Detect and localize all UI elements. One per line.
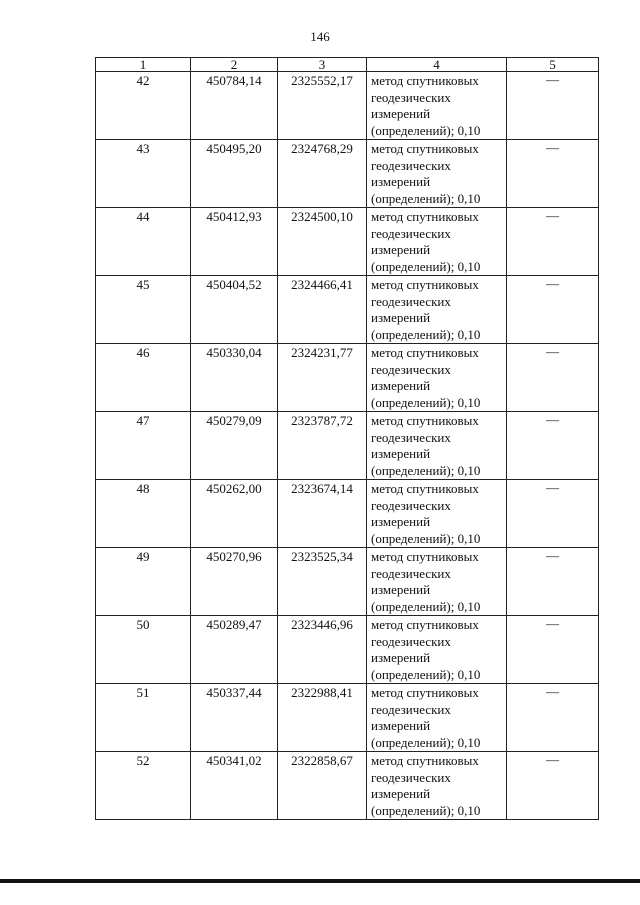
point-number: 42 [96,72,191,140]
table-row [96,344,599,412]
coordinate-x: 450495,20 [191,140,278,208]
table-row [96,480,599,548]
column-header-1: 1 [96,58,191,72]
method-text-line: геодезических [371,157,451,173]
note-dash: — [507,616,599,684]
method-text-line: геодезических [371,565,451,581]
method-text-line: геодезических [371,89,451,105]
method-text-line: метод спутниковых [371,753,479,768]
determination-method [367,684,507,752]
table-row [96,684,599,752]
point-number: 47 [96,412,191,480]
determination-method [367,140,507,208]
method-text-line: (определений); 0,10 [371,666,481,682]
coordinate-x: 450262,00 [191,480,278,548]
method-text-line: геодезических [371,293,451,309]
coordinate-x: 450270,96 [191,548,278,616]
coordinate-y: 2322858,67 [278,752,367,820]
column-header-3: 3 [278,58,367,72]
table-row [96,276,599,344]
point-number: 48 [96,480,191,548]
coordinate-x: 450330,04 [191,344,278,412]
determination-method [367,480,507,548]
method-text-line: геодезических [371,429,451,445]
method-text-line: метод спутниковых [371,345,479,360]
page-number: 146 [310,29,330,44]
table-row [96,72,599,140]
table-row [96,616,599,684]
method-text-line: измерений [371,242,431,257]
coordinate-x: 450412,93 [191,208,278,276]
coordinate-y: 2323787,72 [278,412,367,480]
coordinate-y: 2322988,41 [278,684,367,752]
note-dash: — [507,752,599,820]
coordinate-y: 2324500,10 [278,208,367,276]
determination-method [367,752,507,820]
method-text-line: метод спутниковых [371,413,479,428]
point-number: 46 [96,344,191,412]
point-number: 52 [96,752,191,820]
table-row [96,140,599,208]
method-text-line: геодезических [371,701,451,717]
point-number: 44 [96,208,191,276]
method-text-line: измерений [371,446,431,461]
method-text-line: геодезических [371,497,451,513]
determination-method [367,412,507,480]
table-row [96,208,599,276]
method-text-line: геодезических [371,225,451,241]
table-header-row [96,58,599,72]
method-text-line: метод спутниковых [371,549,479,564]
method-text-line: (определений); 0,10 [371,598,481,614]
coordinate-x: 450337,44 [191,684,278,752]
coordinate-y: 2324466,41 [278,276,367,344]
note-dash: — [507,412,599,480]
method-text-line: (определений); 0,10 [371,122,481,138]
method-text-line: (определений); 0,10 [371,734,481,750]
point-number: 45 [96,276,191,344]
determination-method [367,344,507,412]
point-number: 51 [96,684,191,752]
method-text-line: (определений); 0,10 [371,802,481,818]
determination-method [367,208,507,276]
method-text-line: метод спутниковых [371,209,479,224]
method-text-line: метод спутниковых [371,685,479,700]
note-dash: — [507,72,599,140]
method-text-line: измерений [371,378,431,393]
column-header-4: 4 [367,58,507,72]
coordinate-x: 450784,14 [191,72,278,140]
method-text-line: метод спутниковых [371,277,479,292]
table-body [96,72,599,820]
coordinate-x: 450404,52 [191,276,278,344]
point-number: 49 [96,548,191,616]
coordinate-x: 450279,09 [191,412,278,480]
method-text-line: измерений [371,514,431,529]
point-number: 43 [96,140,191,208]
method-text-line: геодезических [371,769,451,785]
note-dash: — [507,480,599,548]
method-text-line: метод спутниковых [371,73,479,88]
method-text-line: измерений [371,786,431,801]
method-text-line: измерений [371,650,431,665]
determination-method [367,548,507,616]
method-text-line: (определений); 0,10 [371,326,481,342]
method-text-line: измерений [371,718,431,733]
coordinate-y: 2324231,77 [278,344,367,412]
note-dash: — [507,548,599,616]
coordinate-y: 2323674,14 [278,480,367,548]
table-row [96,548,599,616]
column-header-2: 2 [191,58,278,72]
method-text-line: метод спутниковых [371,617,479,632]
method-text-line: измерений [371,310,431,325]
method-text-line: (определений); 0,10 [371,258,481,274]
table-row [96,752,599,820]
coordinates-table [95,57,599,820]
method-text-line: измерений [371,582,431,597]
coordinate-x: 450289,47 [191,616,278,684]
method-text-line: измерений [371,106,431,121]
note-dash: — [507,684,599,752]
method-text-line: геодезических [371,633,451,649]
coordinate-x: 450341,02 [191,752,278,820]
method-text-line: (определений); 0,10 [371,394,481,410]
method-text-line: (определений); 0,10 [371,462,481,478]
method-text-line: (определений); 0,10 [371,530,481,546]
coordinate-y: 2324768,29 [278,140,367,208]
table-row [96,412,599,480]
note-dash: — [507,208,599,276]
coordinate-y: 2323446,96 [278,616,367,684]
note-dash: — [507,276,599,344]
point-number: 50 [96,616,191,684]
method-text-line: геодезических [371,361,451,377]
determination-method [367,276,507,344]
method-text-line: метод спутниковых [371,141,479,156]
column-header-5: 5 [507,58,599,72]
method-text-line: измерений [371,174,431,189]
method-text-line: метод спутниковых [371,481,479,496]
coordinate-y: 2325552,17 [278,72,367,140]
note-dash: — [507,344,599,412]
determination-method [367,616,507,684]
page-bottom-rule [0,879,640,883]
determination-method [367,72,507,140]
coordinate-y: 2323525,34 [278,548,367,616]
method-text-line: (определений); 0,10 [371,190,481,206]
note-dash: — [507,140,599,208]
